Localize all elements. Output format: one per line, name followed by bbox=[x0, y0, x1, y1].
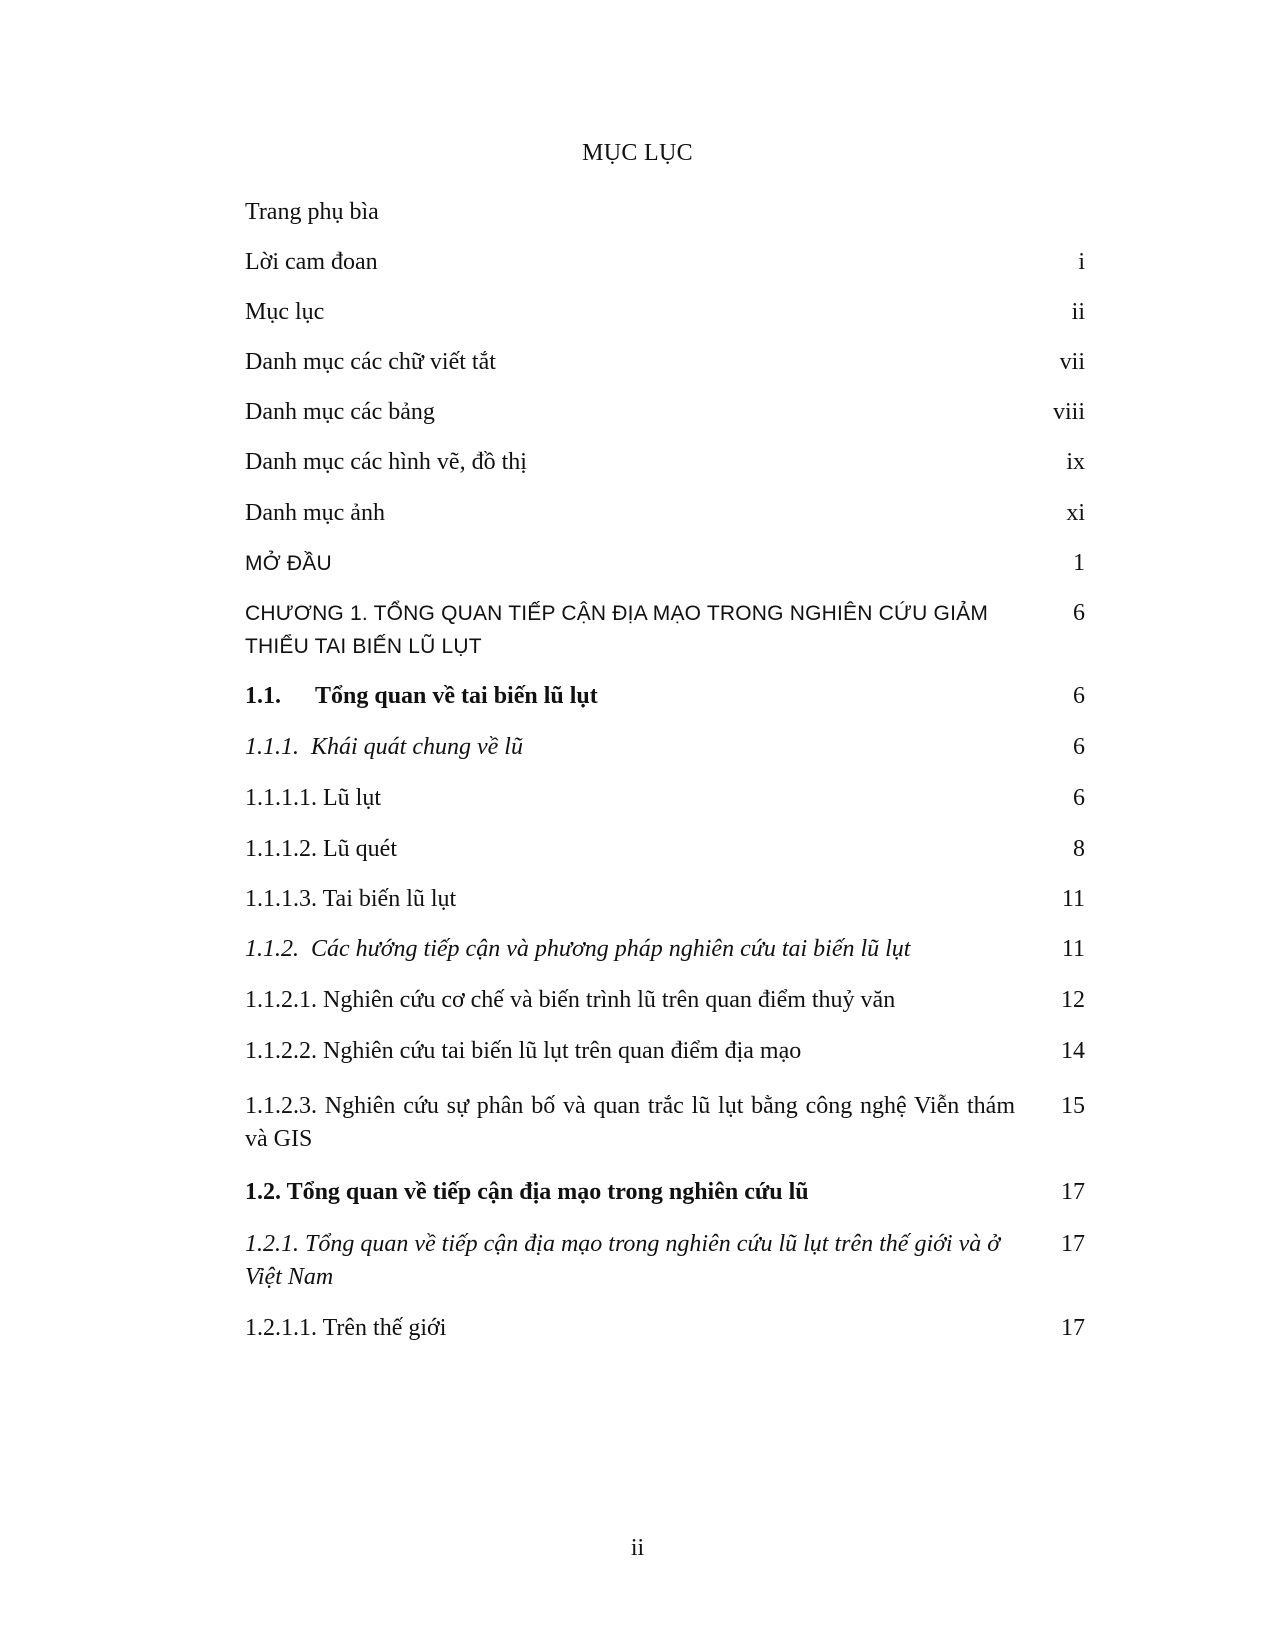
toc-entry-page: 1 bbox=[1073, 550, 1085, 576]
toc-entry-page: 6 bbox=[1073, 785, 1085, 811]
toc-entry-title: Danh mục ảnh bbox=[245, 500, 385, 526]
toc-entry-title: 1.1.1.3. Tai biến lũ lụt bbox=[245, 886, 457, 912]
toc-entry-title: Trang phụ bìa bbox=[245, 199, 379, 225]
toc-entry-label: Khái quát chung về lũ bbox=[311, 734, 523, 760]
toc-entry-page: vii bbox=[1059, 349, 1085, 375]
toc-entry-title: MỞ ĐẦU bbox=[245, 552, 332, 575]
toc-entry-page: 6 bbox=[1073, 734, 1085, 760]
toc-entry-chapter[interactable] bbox=[245, 597, 1085, 667]
toc-entry-page: 17 bbox=[1061, 1315, 1085, 1341]
toc-entry-title bbox=[245, 933, 910, 966]
toc-entry-title-line: CHƯƠNG 1. TỔNG QUAN TIẾP CẬN ĐỊA MẠO TRONG NGHIÊN CỨU GIẢM bbox=[245, 602, 989, 625]
toc-entry-title: 1.1.1.2. Lũ quét bbox=[245, 836, 397, 862]
toc-entry-page: 6 bbox=[1073, 600, 1085, 626]
toc-entry-label: Các hướng tiếp cận và phương pháp nghiên cứu tai biến lũ lụt bbox=[311, 936, 911, 962]
toc-entry-title: Lời cam đoan bbox=[245, 249, 378, 275]
toc-entry-title-line: THIỂU TAI BIẾN LŨ LỤT bbox=[245, 635, 482, 658]
toc-entry-number: 1.1. bbox=[245, 683, 281, 709]
toc-entry-page: 12 bbox=[1061, 987, 1085, 1013]
toc-entry-title: 1.2.1.1. Trên thế giới bbox=[245, 1315, 447, 1341]
toc-entry-page: 17 bbox=[1061, 1179, 1085, 1205]
toc-entry-title: Mục lục bbox=[245, 299, 325, 325]
toc-entry-title: 1.2.1. Tổng quan về tiếp cận địa mạo trong nghiên cứu lũ lụt trên thế giới và ở Việt Nam bbox=[245, 1231, 1001, 1290]
toc-entry-title: 1.2. Tổng quan về tiếp cận địa mạo trong nghiên cứu lũ bbox=[245, 1179, 809, 1205]
toc-entry-page: 15 bbox=[1061, 1093, 1085, 1119]
toc-entry[interactable] bbox=[245, 1090, 1085, 1160]
toc-entry-title bbox=[245, 731, 523, 764]
toc-entry-page: 14 bbox=[1061, 1038, 1085, 1064]
toc-entry-title bbox=[245, 680, 598, 713]
toc-entry-page: 11 bbox=[1061, 886, 1085, 912]
toc-entry-title: Danh mục các hình vẽ, đồ thị bbox=[245, 449, 527, 475]
toc-entry-page: xi bbox=[1066, 500, 1085, 526]
toc-entry-page: 17 bbox=[1061, 1231, 1085, 1257]
toc-entry-title: Danh mục các chữ viết tắt bbox=[245, 349, 496, 375]
toc-entry-title: Danh mục các bảng bbox=[245, 399, 435, 425]
toc-entry-page: i bbox=[1078, 249, 1085, 275]
toc-entry-title: 1.1.2.3. Nghiên cứu sự phân bố và quan trắc lũ lụt bằng công nghệ Viễn thám và GIS bbox=[245, 1093, 1015, 1152]
toc-entry-title: 1.1.2.2. Nghiên cứu tai biến lũ lụt trên quan điểm địa mạo bbox=[245, 1038, 802, 1064]
page-title: MỤC LỤC bbox=[582, 140, 693, 166]
toc-entry-page: ii bbox=[1071, 299, 1085, 325]
toc-entry-number: 1.1.1. bbox=[245, 734, 299, 760]
page-number: ii bbox=[630, 1535, 645, 1561]
toc-entry-subsection[interactable] bbox=[245, 1228, 1085, 1298]
toc-entry-page: 8 bbox=[1073, 836, 1085, 862]
toc-entry-label: Tổng quan về tai biến lũ lụt bbox=[315, 683, 598, 709]
toc-entry-page: 11 bbox=[1061, 936, 1085, 962]
toc-entry-number: 1.1.2. bbox=[245, 936, 299, 962]
toc-entry-page: 6 bbox=[1073, 683, 1085, 709]
toc-entry-page: ix bbox=[1066, 449, 1085, 475]
toc-entry-title bbox=[245, 597, 1005, 663]
toc-entry-title: 1.1.2.1. Nghiên cứu cơ chế và biến trình lũ trên quan điểm thuỷ văn bbox=[245, 987, 896, 1013]
toc-entry-page: viii bbox=[1052, 399, 1085, 425]
toc-entry-title: 1.1.1.1. Lũ lụt bbox=[245, 785, 381, 811]
